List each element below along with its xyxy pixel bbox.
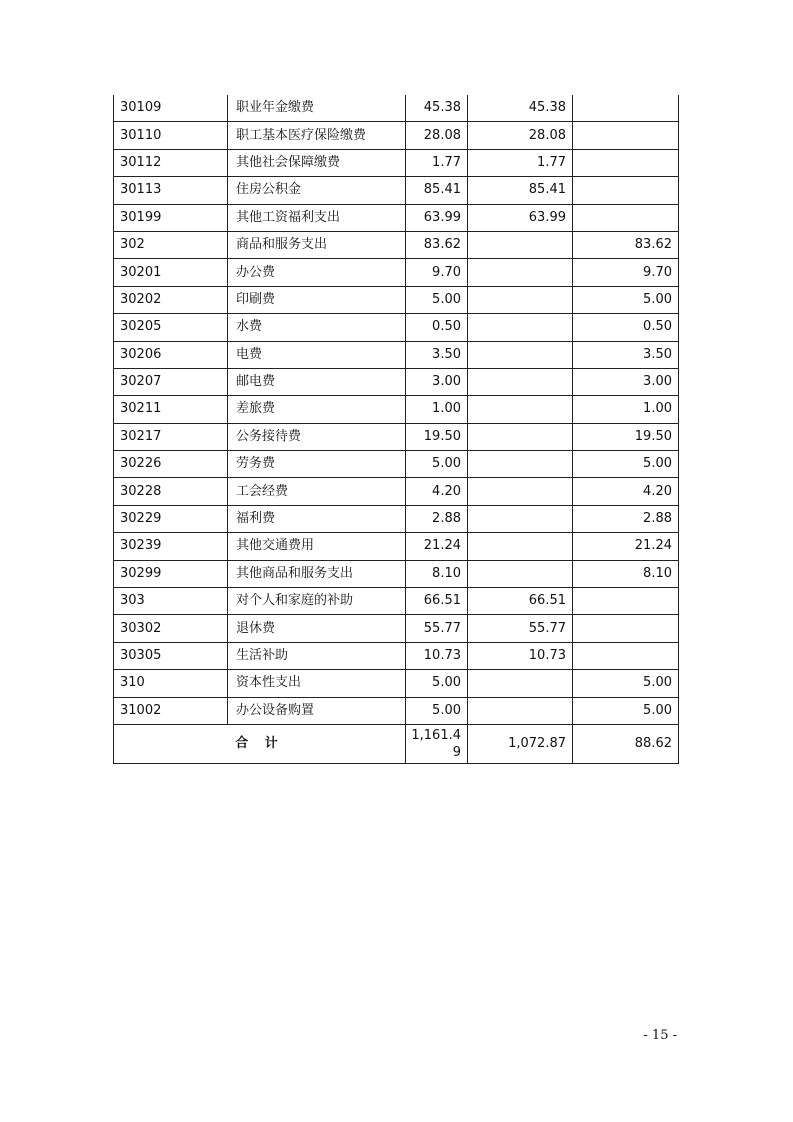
project-expenditure-cell: 4.20 xyxy=(573,478,679,505)
table-body xyxy=(114,95,679,763)
subject-name-cell: 劳务费 xyxy=(228,451,406,478)
subject-code-cell: 30207 xyxy=(114,368,228,395)
table-row xyxy=(114,423,679,450)
expenditure-table xyxy=(113,95,679,764)
subject-code-cell: 30109 xyxy=(114,95,228,122)
subject-code-cell: 30112 xyxy=(114,149,228,176)
subject-name-cell: 邮电费 xyxy=(228,368,406,395)
basic-expenditure-cell xyxy=(468,533,573,560)
subject-code-cell: 30110 xyxy=(114,122,228,149)
basic-expenditure-cell: 45.38 xyxy=(468,95,573,122)
subject-code-cell: 30206 xyxy=(114,341,228,368)
project-expenditure-cell xyxy=(573,122,679,149)
total-amount-cell: 66.51 xyxy=(406,588,468,615)
total-amount-cell: 21.24 xyxy=(406,533,468,560)
subject-code-cell: 30199 xyxy=(114,204,228,231)
subject-name-cell: 工会经费 xyxy=(228,478,406,505)
subject-name-cell: 水费 xyxy=(228,314,406,341)
subject-name-cell: 办公费 xyxy=(228,259,406,286)
table-row xyxy=(114,560,679,587)
basic-expenditure-cell xyxy=(468,423,573,450)
project-expenditure-cell xyxy=(573,149,679,176)
project-expenditure-cell: 3.50 xyxy=(573,341,679,368)
subject-code-cell: 30228 xyxy=(114,478,228,505)
subject-name-cell: 职业年金缴费 xyxy=(228,95,406,122)
subject-code-cell: 30113 xyxy=(114,177,228,204)
subject-code-cell: 303 xyxy=(114,588,228,615)
basic-expenditure-cell: 63.99 xyxy=(468,204,573,231)
project-expenditure-cell xyxy=(573,204,679,231)
basic-expenditure-cell xyxy=(468,286,573,313)
table-row xyxy=(114,642,679,669)
subject-name-cell: 其他交通费用 xyxy=(228,533,406,560)
basic-expenditure-cell xyxy=(468,560,573,587)
project-expenditure-cell: 5.00 xyxy=(573,286,679,313)
subject-code-cell: 31002 xyxy=(114,697,228,724)
basic-expenditure-cell xyxy=(468,314,573,341)
project-expenditure-cell: 8.10 xyxy=(573,560,679,587)
subject-name-cell: 其他工资福利支出 xyxy=(228,204,406,231)
table-row xyxy=(114,314,679,341)
project-expenditure-cell: 0.50 xyxy=(573,314,679,341)
table-row xyxy=(114,451,679,478)
project-expenditure-cell: 5.00 xyxy=(573,697,679,724)
subject-code-cell: 30229 xyxy=(114,505,228,532)
basic-expenditure-cell: 10.73 xyxy=(468,642,573,669)
project-expenditure-cell: 2.88 xyxy=(573,505,679,532)
table-row xyxy=(114,697,679,724)
basic-expenditure-cell xyxy=(468,231,573,258)
subject-code-cell: 30205 xyxy=(114,314,228,341)
table-row xyxy=(114,231,679,258)
project-expenditure-total: 88.62 xyxy=(573,724,679,763)
total-amount-cell: 8.10 xyxy=(406,560,468,587)
subject-code-cell: 30211 xyxy=(114,396,228,423)
table-row xyxy=(114,615,679,642)
subject-name-cell: 印刷费 xyxy=(228,286,406,313)
table-row xyxy=(114,122,679,149)
subject-name-cell: 电费 xyxy=(228,341,406,368)
basic-expenditure-cell: 55.77 xyxy=(468,615,573,642)
total-amount-cell: 1.77 xyxy=(406,149,468,176)
table-row xyxy=(114,259,679,286)
basic-expenditure-cell xyxy=(468,341,573,368)
subject-name-cell: 住房公积金 xyxy=(228,177,406,204)
subject-name-cell: 办公设备购置 xyxy=(228,697,406,724)
grand-total-amount: 1,161.49 xyxy=(406,724,468,763)
total-amount-cell: 9.70 xyxy=(406,259,468,286)
basic-expenditure-cell: 28.08 xyxy=(468,122,573,149)
table-row xyxy=(114,149,679,176)
project-expenditure-cell: 19.50 xyxy=(573,423,679,450)
project-expenditure-cell: 83.62 xyxy=(573,231,679,258)
basic-expenditure-cell: 66.51 xyxy=(468,588,573,615)
total-amount-cell: 63.99 xyxy=(406,204,468,231)
table-row xyxy=(114,670,679,697)
basic-expenditure-cell: 1.77 xyxy=(468,149,573,176)
basic-expenditure-cell xyxy=(468,451,573,478)
project-expenditure-cell: 9.70 xyxy=(573,259,679,286)
subject-name-cell: 差旅费 xyxy=(228,396,406,423)
subject-code-cell: 30201 xyxy=(114,259,228,286)
basic-expenditure-cell xyxy=(468,396,573,423)
total-amount-cell: 0.50 xyxy=(406,314,468,341)
total-row xyxy=(114,724,679,763)
total-amount-cell: 1.00 xyxy=(406,396,468,423)
basic-expenditure-total: 1,072.87 xyxy=(468,724,573,763)
total-amount-cell: 5.00 xyxy=(406,670,468,697)
basic-expenditure-cell xyxy=(468,697,573,724)
subject-code-cell: 30217 xyxy=(114,423,228,450)
total-amount-cell: 45.38 xyxy=(406,95,468,122)
project-expenditure-cell xyxy=(573,177,679,204)
total-amount-cell: 28.08 xyxy=(406,122,468,149)
subject-name-cell: 其他社会保障缴费 xyxy=(228,149,406,176)
basic-expenditure-cell xyxy=(468,478,573,505)
table-row xyxy=(114,478,679,505)
table-row xyxy=(114,204,679,231)
subject-code-cell: 30305 xyxy=(114,642,228,669)
subject-code-cell: 30239 xyxy=(114,533,228,560)
basic-expenditure-cell: 85.41 xyxy=(468,177,573,204)
project-expenditure-cell xyxy=(573,588,679,615)
table-row xyxy=(114,341,679,368)
subject-code-cell: 30226 xyxy=(114,451,228,478)
total-amount-cell: 85.41 xyxy=(406,177,468,204)
project-expenditure-cell xyxy=(573,615,679,642)
total-amount-cell: 5.00 xyxy=(406,697,468,724)
table-row xyxy=(114,177,679,204)
total-amount-cell: 2.88 xyxy=(406,505,468,532)
basic-expenditure-cell xyxy=(468,259,573,286)
total-amount-cell: 10.73 xyxy=(406,642,468,669)
table-row xyxy=(114,396,679,423)
project-expenditure-cell: 1.00 xyxy=(573,396,679,423)
subject-name-cell: 职工基本医疗保险缴费 xyxy=(228,122,406,149)
subject-name-cell: 福利费 xyxy=(228,505,406,532)
expenditure-table-container xyxy=(113,95,678,764)
project-expenditure-cell xyxy=(573,642,679,669)
subject-code-cell: 30299 xyxy=(114,560,228,587)
total-amount-cell: 83.62 xyxy=(406,231,468,258)
subject-code-cell: 310 xyxy=(114,670,228,697)
total-amount-cell: 55.77 xyxy=(406,615,468,642)
total-amount-cell: 5.00 xyxy=(406,286,468,313)
total-amount-cell: 4.20 xyxy=(406,478,468,505)
subject-code-cell: 302 xyxy=(114,231,228,258)
table-row xyxy=(114,533,679,560)
total-amount-cell: 3.00 xyxy=(406,368,468,395)
basic-expenditure-cell xyxy=(468,368,573,395)
subject-name-cell: 商品和服务支出 xyxy=(228,231,406,258)
total-amount-cell: 5.00 xyxy=(406,451,468,478)
subject-code-cell: 30302 xyxy=(114,615,228,642)
table-row xyxy=(114,286,679,313)
basic-expenditure-cell xyxy=(468,670,573,697)
project-expenditure-cell xyxy=(573,95,679,122)
subject-name-cell: 其他商品和服务支出 xyxy=(228,560,406,587)
subject-name-cell: 公务接待费 xyxy=(228,423,406,450)
total-amount-cell: 3.50 xyxy=(406,341,468,368)
project-expenditure-cell: 21.24 xyxy=(573,533,679,560)
project-expenditure-cell: 5.00 xyxy=(573,451,679,478)
project-expenditure-cell: 3.00 xyxy=(573,368,679,395)
table-row xyxy=(114,588,679,615)
table-row xyxy=(114,95,679,122)
subject-name-cell: 对个人和家庭的补助 xyxy=(228,588,406,615)
subject-name-cell: 资本性支出 xyxy=(228,670,406,697)
table-row xyxy=(114,505,679,532)
table-row xyxy=(114,368,679,395)
basic-expenditure-cell xyxy=(468,505,573,532)
total-amount-cell: 19.50 xyxy=(406,423,468,450)
subject-code-cell: 30202 xyxy=(114,286,228,313)
subject-name-cell: 退休费 xyxy=(228,615,406,642)
subject-name-cell: 生活补助 xyxy=(228,642,406,669)
total-label: 合 计 xyxy=(114,724,406,763)
project-expenditure-cell: 5.00 xyxy=(573,670,679,697)
page-number: - 15 - xyxy=(643,1028,677,1043)
